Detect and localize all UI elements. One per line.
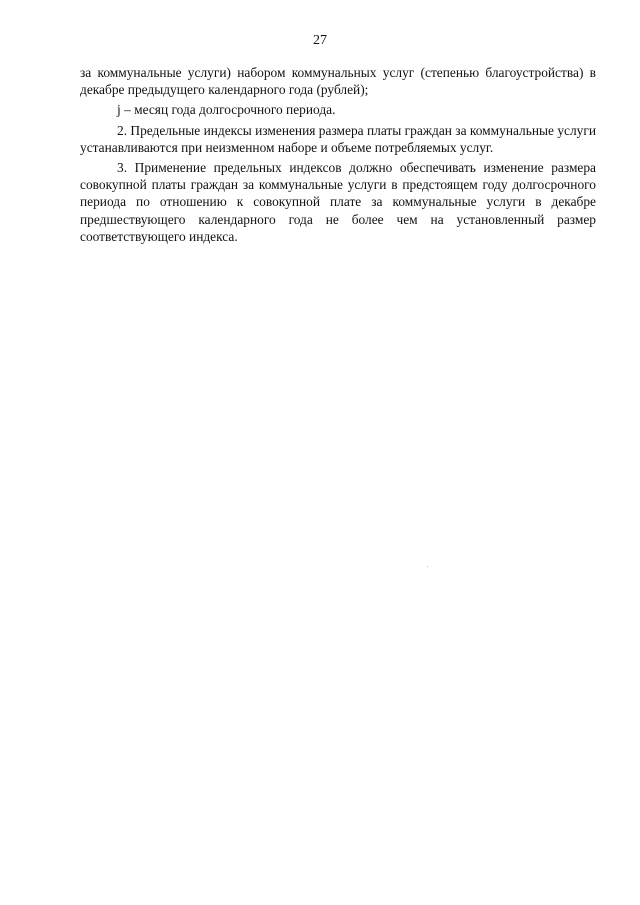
page-number: 27: [313, 33, 327, 48]
paragraph-item-3: 3. Применение предельных индексов должно обеспечивать изменение размера совокупной платы граждан за коммунальные услуги в предстоящем году долгосрочного периода по отношению к совокупной плате за коммунальные услуги в декабре предшествующего календарного года не более чем на установленный размер соответствующего индекса.: [80, 160, 596, 244]
paragraph-continuation: за коммунальные услуги) набором коммунальных услуг (степенью благоустройства) в декабре предыдущего календарного года (рублей);: [80, 65, 596, 98]
document-body: [80, 64, 596, 248]
paragraph-item-2: 2. Предельные индексы изменения размера платы граждан за коммунальные услуги устанавливаются при неизменном наборе и объеме потребляемых услуг.: [80, 122, 596, 155]
paragraph-j-definition: j – месяц года долгосрочного периода.: [117, 102, 336, 118]
scan-speck: [427, 566, 428, 567]
